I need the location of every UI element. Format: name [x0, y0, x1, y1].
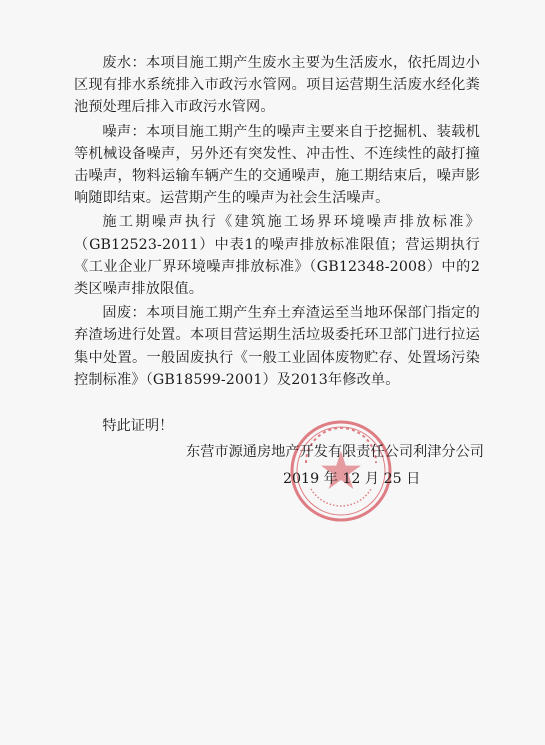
signature-date: 2019 年 12 月 25 日 — [283, 471, 421, 487]
paragraph-solid-waste: 固废：本项目施工期产生弃土弃渣运至当地环保部门指定的弃渣场进行处置。本项目营运期生活垃圾委托环卫部门进行拉运集中处置。一般固废执行《一般工业固体废物贮存、处置场污染控制标准》（GB18599-2001）及2013年修改单。 — [74, 305, 480, 388]
paragraph-noise-standard: 施工期噪声执行《建筑施工场界环境噪声排放标准》（GB12523-2011）中表1的噪声排放标准限值；营运期执行《工业企业厂界环境噪声排放标准》（GB12348-2008）中的2类区噪声排放限值。 — [74, 214, 480, 298]
paragraph-wastewater: 废水：本项目施工期产生废水主要为生活废水，依托周边小区现有排水系统排入市政污水管网。项目运营期生活废水经化粪池预处理后排入市政污水管网。 — [74, 55, 480, 116]
document-body — [74, 52, 480, 393]
closing-line: 特此证明！ — [102, 418, 174, 434]
company-signature: 东营市源通房地产开发有限责任公司利津分公司 — [186, 444, 484, 460]
paragraph-noise: 噪声：本项目施工期产生的噪声主要来自于挖掘机、装载机等机械设备噪声，另外还有突发性、冲击性、不连续性的敲打撞击噪声，物料运输车辆产生的交通噪声，施工期结束后，噪声影响随即结束。运营期产生的噪声为社会生活噪声。 — [74, 123, 480, 207]
